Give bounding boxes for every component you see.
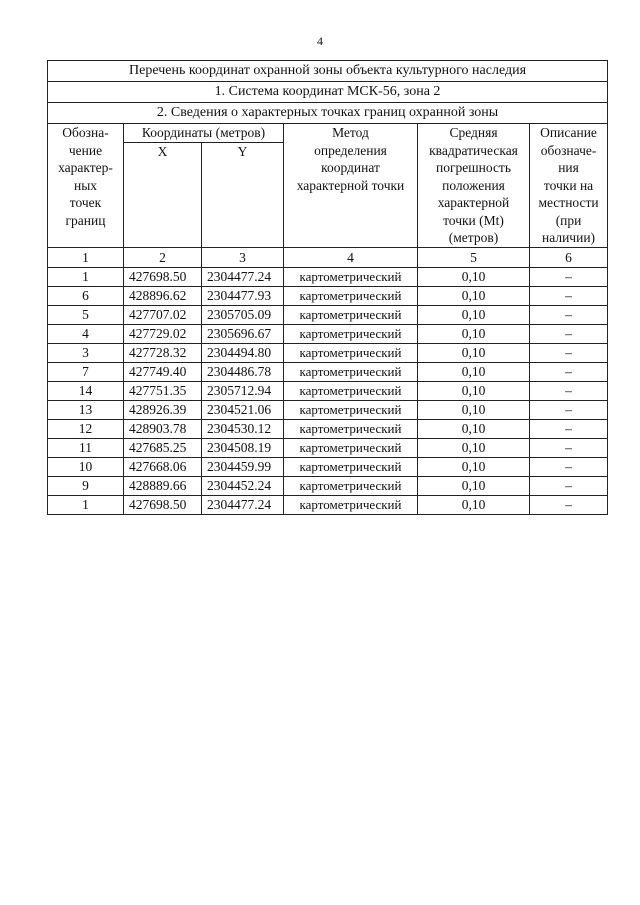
method-cell: картометрический [284,476,418,495]
point-cell: 1 [48,267,124,286]
point-cell: 1 [48,495,124,514]
x-cell: 427707.02 [124,305,202,324]
point-cell: 6 [48,286,124,305]
y-cell: 2304459.99 [202,457,284,476]
error-cell: 0,10 [418,343,530,362]
table-title: Перечень координат охранной зоны объекта культурного наследия [48,61,608,82]
y-cell: 2304508.19 [202,438,284,457]
coordinate-system: 1. Система координат МСК-56, зона 2 [48,82,608,103]
table-row [48,324,608,343]
error-cell: 0,10 [418,381,530,400]
header-row [48,124,608,143]
column-number: 3 [202,247,284,267]
header-error: Средняя квадратическая погрешность положения характерной точки (Mt) (метров) [418,124,530,248]
title-row [48,61,608,82]
x-cell: 427749.40 [124,362,202,381]
error-cell: 0,10 [418,419,530,438]
table-row [48,495,608,514]
error-cell: 0,10 [418,438,530,457]
header-x: X [124,142,202,247]
y-cell: 2305696.67 [202,324,284,343]
y-cell: 2304494.80 [202,343,284,362]
point-cell: 5 [48,305,124,324]
y-cell: 2304477.93 [202,286,284,305]
x-cell: 427698.50 [124,267,202,286]
coordinates-table [47,60,608,515]
x-cell: 427698.50 [124,495,202,514]
description-cell: – [530,438,608,457]
description-cell: – [530,324,608,343]
error-cell: 0,10 [418,324,530,343]
y-cell: 2304477.24 [202,267,284,286]
error-cell: 0,10 [418,305,530,324]
y-cell: 2304486.78 [202,362,284,381]
x-cell: 427668.06 [124,457,202,476]
method-cell: картометрический [284,267,418,286]
x-cell: 427728.32 [124,343,202,362]
table-row [48,343,608,362]
column-number: 6 [530,247,608,267]
section-title: 2. Сведения о характерных точках границ охранной зоны [48,103,608,124]
point-cell: 4 [48,324,124,343]
error-cell: 0,10 [418,286,530,305]
column-number: 1 [48,247,124,267]
header-description: Описание обозначе- ния точки на местности (при наличии) [530,124,608,248]
column-number: 5 [418,247,530,267]
point-cell: 10 [48,457,124,476]
point-cell: 3 [48,343,124,362]
column-numbers-row [48,247,608,267]
method-cell: картометрический [284,324,418,343]
table-row [48,457,608,476]
description-cell: – [530,267,608,286]
y-cell: 2304452.24 [202,476,284,495]
error-cell: 0,10 [418,362,530,381]
description-cell: – [530,476,608,495]
y-cell: 2304521.06 [202,400,284,419]
table-row [48,419,608,438]
method-cell: картометрический [284,286,418,305]
method-cell: картометрический [284,343,418,362]
x-cell: 428903.78 [124,419,202,438]
point-cell: 13 [48,400,124,419]
error-cell: 0,10 [418,457,530,476]
x-cell: 427729.02 [124,324,202,343]
page-number: 4 [317,34,323,48]
x-cell: 428926.39 [124,400,202,419]
table-row [48,400,608,419]
table-row [48,476,608,495]
header-y: Y [202,142,284,247]
description-cell: – [530,419,608,438]
description-cell: – [530,362,608,381]
method-cell: картометрический [284,362,418,381]
x-cell: 428889.66 [124,476,202,495]
description-cell: – [530,381,608,400]
method-cell: картометрический [284,495,418,514]
x-cell: 427751.35 [124,381,202,400]
error-cell: 0,10 [418,267,530,286]
error-cell: 0,10 [418,400,530,419]
header-designation: Обозна- чение характер- ных точек границ [48,124,124,248]
table-row [48,381,608,400]
table-row [48,286,608,305]
description-cell: – [530,457,608,476]
description-cell: – [530,286,608,305]
point-cell: 7 [48,362,124,381]
table-row [48,438,608,457]
section-title-row [48,103,608,124]
error-cell: 0,10 [418,476,530,495]
method-cell: картометрический [284,305,418,324]
column-number: 2 [124,247,202,267]
coordinate-system-row [48,82,608,103]
method-cell: картометрический [284,438,418,457]
description-cell: – [530,400,608,419]
header-method: Метод определения координат характерной точки [284,124,418,248]
description-cell: – [530,305,608,324]
y-cell: 2304530.12 [202,419,284,438]
description-cell: – [530,343,608,362]
y-cell: 2305705.09 [202,305,284,324]
x-cell: 428896.62 [124,286,202,305]
point-cell: 9 [48,476,124,495]
table-row [48,305,608,324]
point-cell: 14 [48,381,124,400]
column-number: 4 [284,247,418,267]
method-cell: картометрический [284,400,418,419]
error-cell: 0,10 [418,495,530,514]
y-cell: 2304477.24 [202,495,284,514]
header-coordinates: Координаты (метров) [124,124,284,143]
table-row [48,267,608,286]
method-cell: картометрический [284,381,418,400]
method-cell: картометрический [284,457,418,476]
y-cell: 2305712.94 [202,381,284,400]
description-cell: – [530,495,608,514]
x-cell: 427685.25 [124,438,202,457]
method-cell: картометрический [284,419,418,438]
point-cell: 12 [48,419,124,438]
point-cell: 11 [48,438,124,457]
table-row [48,362,608,381]
